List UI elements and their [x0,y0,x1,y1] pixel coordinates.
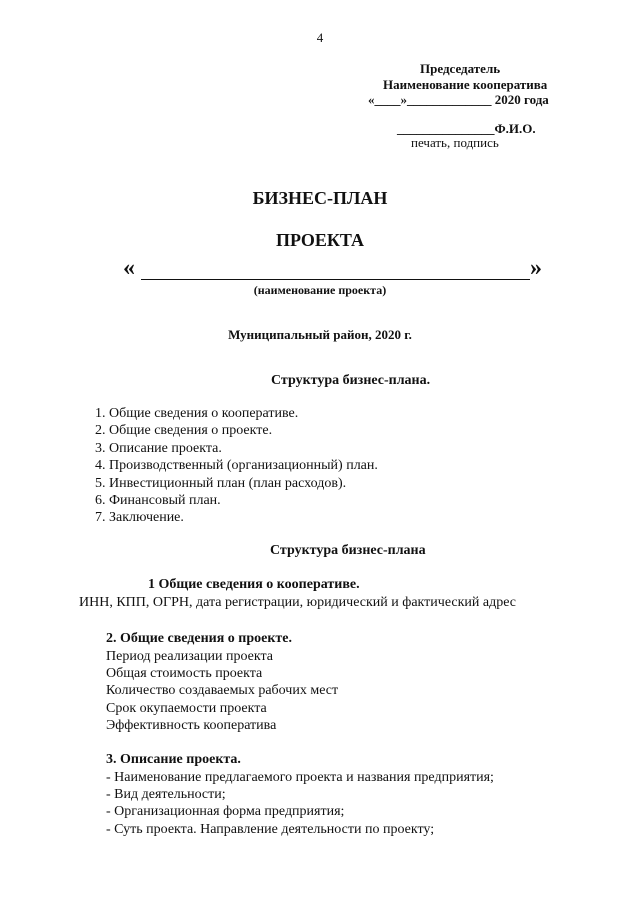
list-item: - Наименование предлагаемого проекта и названия предприятия; [106,770,494,785]
toc-item: 4. Производственный (организационный) план. [95,458,378,474]
approval-date-line: «____»_____________ 2020 года [368,92,549,107]
list-item: - Суть проекта. Направление деятельности по проекту; [106,821,435,837]
list-item: Количество создаваемых рабочих мест [106,683,339,699]
section-1-title: 1 Общие сведения о кооперативе. [148,577,360,592]
approval-title: Председатель [420,61,501,76]
toc-item: 1. Общие сведения о кооперативе. [95,406,299,421]
toc-item: 3. Описание проекта. [95,440,222,456]
structure-heading-1: Структура бизнес-плана. [271,373,431,388]
toc-item: 6. Финансовый план. [95,493,221,509]
section-2-title: 2. Общие сведения о проекте. [106,631,293,646]
page-number: 4 [316,30,324,45]
section-3-title: 3. Описание проекта. [106,752,241,767]
project-name-caption: (наименование проекта) [253,283,387,297]
list-item: Период реализации проекта [106,649,273,664]
list-item: Эффективность кооператива [106,717,277,733]
list-item: - Организационная форма предприятия; [106,804,345,820]
approval-name-line: _______________Ф.И.О. [397,121,536,136]
list-item: Срок окупаемости проекта [106,700,267,716]
toc-item: 7. Заключение. [95,510,184,526]
place-date: Муниципальный район, 2020 г. [228,327,412,342]
structure-heading-2: Структура бизнес-плана [270,543,426,558]
table-of-contents [95,405,378,527]
project-name-line [141,279,530,280]
quote-close: » [530,255,542,281]
approval-sign-caption: печать, подпись [411,135,499,150]
approval-cooperative: Наименование кооператива [383,77,548,92]
list-item: - Вид деятельности; [106,787,226,803]
section-1-text: ИНН, КПП, ОГРН, дата регистрации, юридический и фактический адрес [79,595,517,610]
section-3-list [106,769,494,838]
toc-item: 5. Инвестиционный план (план расходов). [95,475,347,491]
quote-open: « [123,255,135,281]
list-item: Общая стоимость проекта [106,666,263,682]
toc-item: 2. Общие сведения о проекте. [95,423,273,439]
document-title: БИЗНЕС-ПЛАН [252,188,388,208]
section-2-list [106,648,338,734]
document-subtitle: ПРОЕКТА [275,230,365,250]
